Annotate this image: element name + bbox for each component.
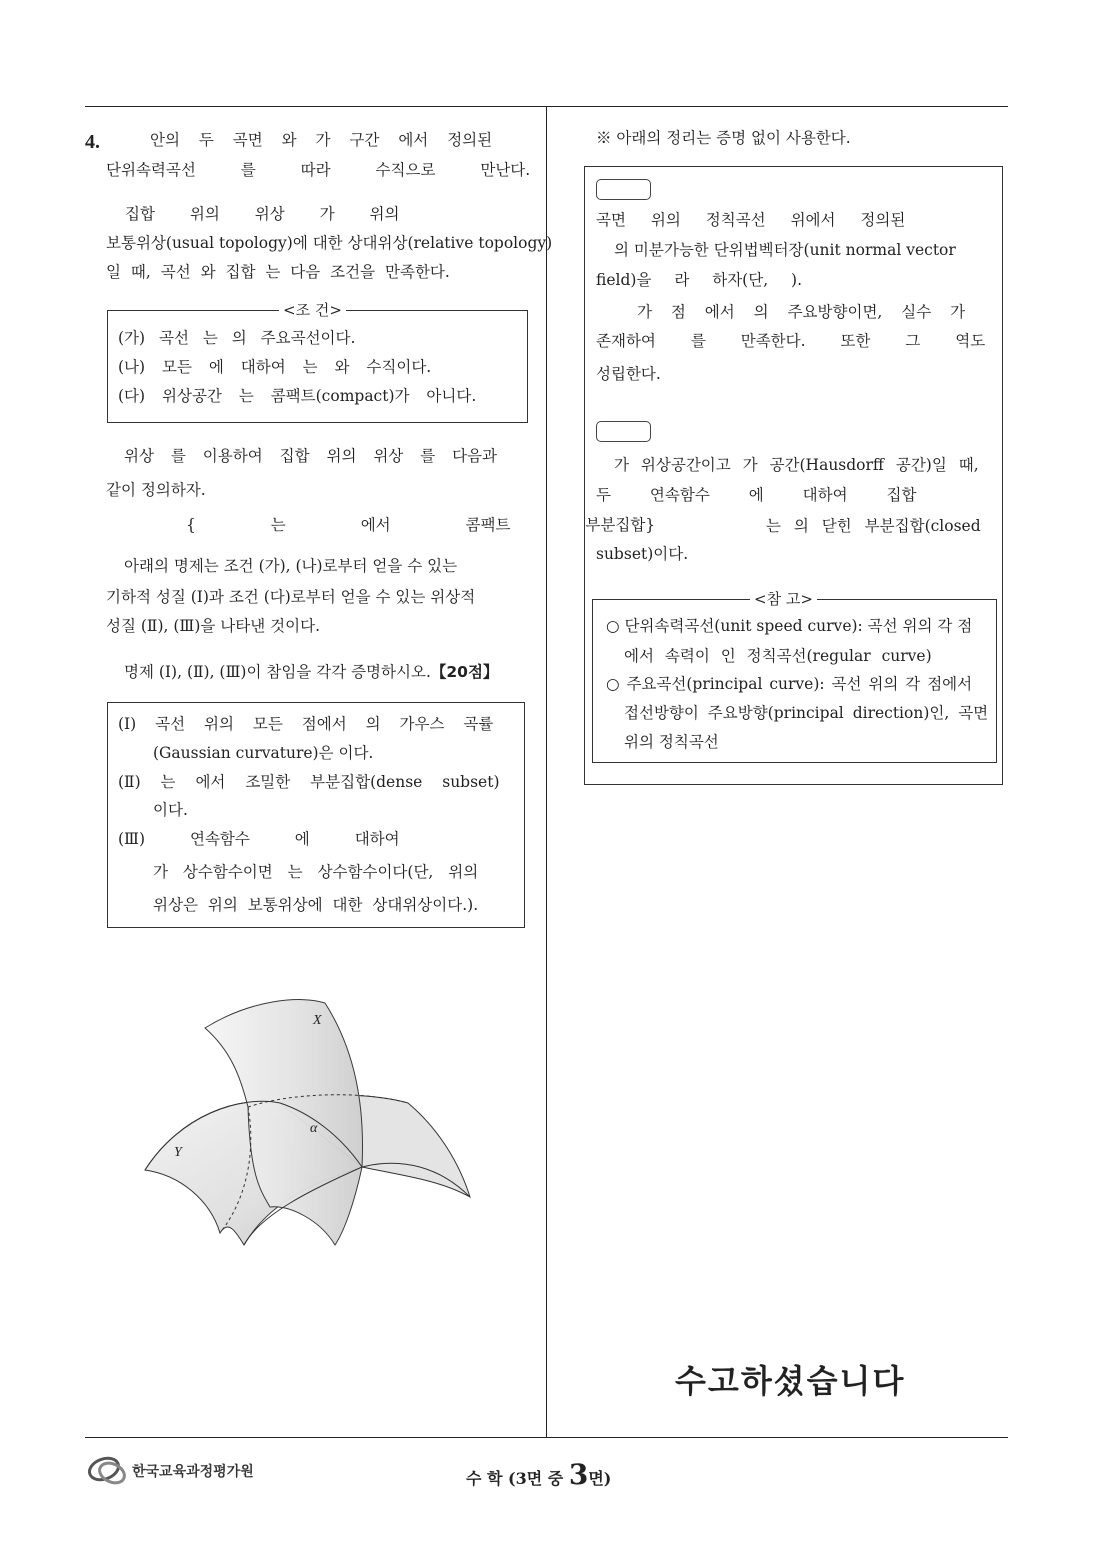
theorem-1-line-6: 성립한다. bbox=[596, 365, 661, 383]
reference-title: <참 고> bbox=[750, 590, 817, 608]
surfaces-figure bbox=[140, 995, 475, 1250]
prompt-line bbox=[124, 662, 498, 682]
reference-item-1-line-2: 에서 속력이 인 정칙곡선(regular curve) bbox=[624, 647, 932, 665]
para3-line-1: 위상 를 이용하여 집합 위의 위상 를 다음과 bbox=[124, 447, 498, 465]
condition-b: (나) 모든 에 대하여 는 와 수직이다. bbox=[118, 358, 432, 376]
para2-line-3: 일 때, 곡선 와 집합 는 다음 조건을 만족한다. bbox=[106, 263, 450, 281]
reference-item-2-line-1: ○ 주요곡선(principal curve): 곡선 위의 각 점에서 bbox=[606, 675, 973, 693]
theorem-1-line-5: 존재하여 를 만족한다. 또한 그 역도 bbox=[596, 332, 986, 350]
question-number: 4. bbox=[85, 131, 100, 153]
theorem-1-line-3: field)을 라 하자(단, ). bbox=[596, 271, 803, 289]
reference-item-2-line-2: 접선방향이 주요방향(principal direction)인, 곡면 bbox=[624, 704, 989, 722]
theorem-2-line-1: 가 위상공간이고 가 공간(Hausdorff 공간)일 때, bbox=[614, 456, 979, 474]
org-name: 한국교육과정평가원 bbox=[132, 1464, 254, 1480]
para4-line-1: 아래의 명제는 조건 (가), (나)로부터 얻을 수 있는 bbox=[124, 557, 458, 575]
note-line: ※ 아래의 정리는 증명 없이 사용한다. bbox=[596, 129, 851, 147]
intro-line-1: 안의 두 곡면 와 가 구간 에서 정의된 bbox=[150, 131, 493, 149]
bottom-rule bbox=[85, 1437, 1008, 1438]
theorem-1-label bbox=[596, 179, 651, 200]
prop-3-line-3: 위상은 위의 보통위상에 대한 상대위상이다.). bbox=[153, 896, 479, 914]
reference-item-2-line-3: 위의 정칙곡선 bbox=[624, 733, 719, 751]
para2-line-2: 보통위상(usual topology)에 대한 상대위상(relative topology) bbox=[106, 234, 553, 252]
theorem-2-label bbox=[596, 421, 651, 442]
theorem-2-line-3: 는 의 닫힌 부분집합(closed bbox=[766, 517, 981, 535]
points-label: 【20점】 bbox=[430, 663, 499, 681]
closing-message: 수고하셨습니다 bbox=[675, 1362, 906, 1400]
theorem-1-line-4: 가 점 에서 의 주요방향이면, 실수 가 bbox=[637, 303, 966, 321]
label-x: X bbox=[313, 1013, 322, 1028]
theorem-1-line-1: 곡면 위의 정칙곡선 위에서 정의된 bbox=[596, 211, 906, 229]
condition-a: (가) 곡선 는 의 주요곡선이다. bbox=[118, 329, 356, 347]
theorem-1-line-2: 의 미분가능한 단위법벡터장(unit normal vector bbox=[614, 241, 956, 259]
conditions-title: <조 건> bbox=[279, 301, 346, 319]
footer-page-number: 3 bbox=[568, 1458, 589, 1491]
theorem-2-line-2: 두 연속함수 에 대하여 집합 bbox=[596, 486, 917, 504]
theorem-2-line-4: subset)이다. bbox=[596, 545, 689, 563]
kice-logo-mark bbox=[84, 1451, 132, 1491]
prop-1-line-1: (Ⅰ) 곡선 위의 모든 점에서 의 가우스 곡률 bbox=[118, 715, 494, 733]
prop-2-line-1: (Ⅱ) 는 에서 조밀한 부분집합(dense subset) bbox=[118, 773, 500, 791]
surfaces-illustration bbox=[140, 995, 475, 1250]
footer-suffix: 면) bbox=[588, 1469, 612, 1488]
prop-1-line-2: (Gaussian curvature)은 이다. bbox=[153, 744, 374, 762]
condition-c: (다) 위상공간 는 콤팩트(compact)가 아니다. bbox=[118, 387, 477, 405]
column-divider bbox=[546, 106, 547, 1438]
reference-item-1-line-1: ○ 단위속력곡선(unit speed curve): 곡선 위의 각 점 bbox=[606, 617, 973, 635]
para2-line-1: 집합 위의 위상 가 위의 bbox=[125, 205, 400, 223]
para3-line-2: 같이 정의하자. bbox=[106, 481, 206, 499]
definition: { 는 에서 콤팩트 부분집합} bbox=[186, 516, 656, 534]
kice-logo bbox=[84, 1451, 132, 1491]
prop-2-line-2: 이다. bbox=[153, 801, 188, 819]
prompt-text: 명제 (Ⅰ), (Ⅱ), (Ⅲ)이 참임을 각각 증명하시오. bbox=[124, 663, 431, 681]
page-footer bbox=[466, 1458, 612, 1491]
label-y: Y bbox=[174, 1145, 182, 1160]
prop-3-line-1: (Ⅲ) 연속함수 에 대하여 bbox=[118, 830, 400, 848]
para4-line-3: 성질 (Ⅱ), (Ⅲ)을 나타낸 것이다. bbox=[106, 617, 320, 635]
para4-line-2: 기하적 성질 (Ⅰ)과 조건 (다)로부터 얻을 수 있는 위상적 bbox=[106, 588, 476, 606]
prop-3-line-2: 가 상수함수이면 는 상수함수이다(단, 위의 bbox=[153, 863, 479, 881]
footer-prefix: 수 학 (3면 중 bbox=[466, 1469, 564, 1488]
label-alpha: α bbox=[310, 1121, 318, 1136]
intro-line-2: 단위속력곡선 를 따라 수직으로 만난다. bbox=[106, 161, 531, 179]
